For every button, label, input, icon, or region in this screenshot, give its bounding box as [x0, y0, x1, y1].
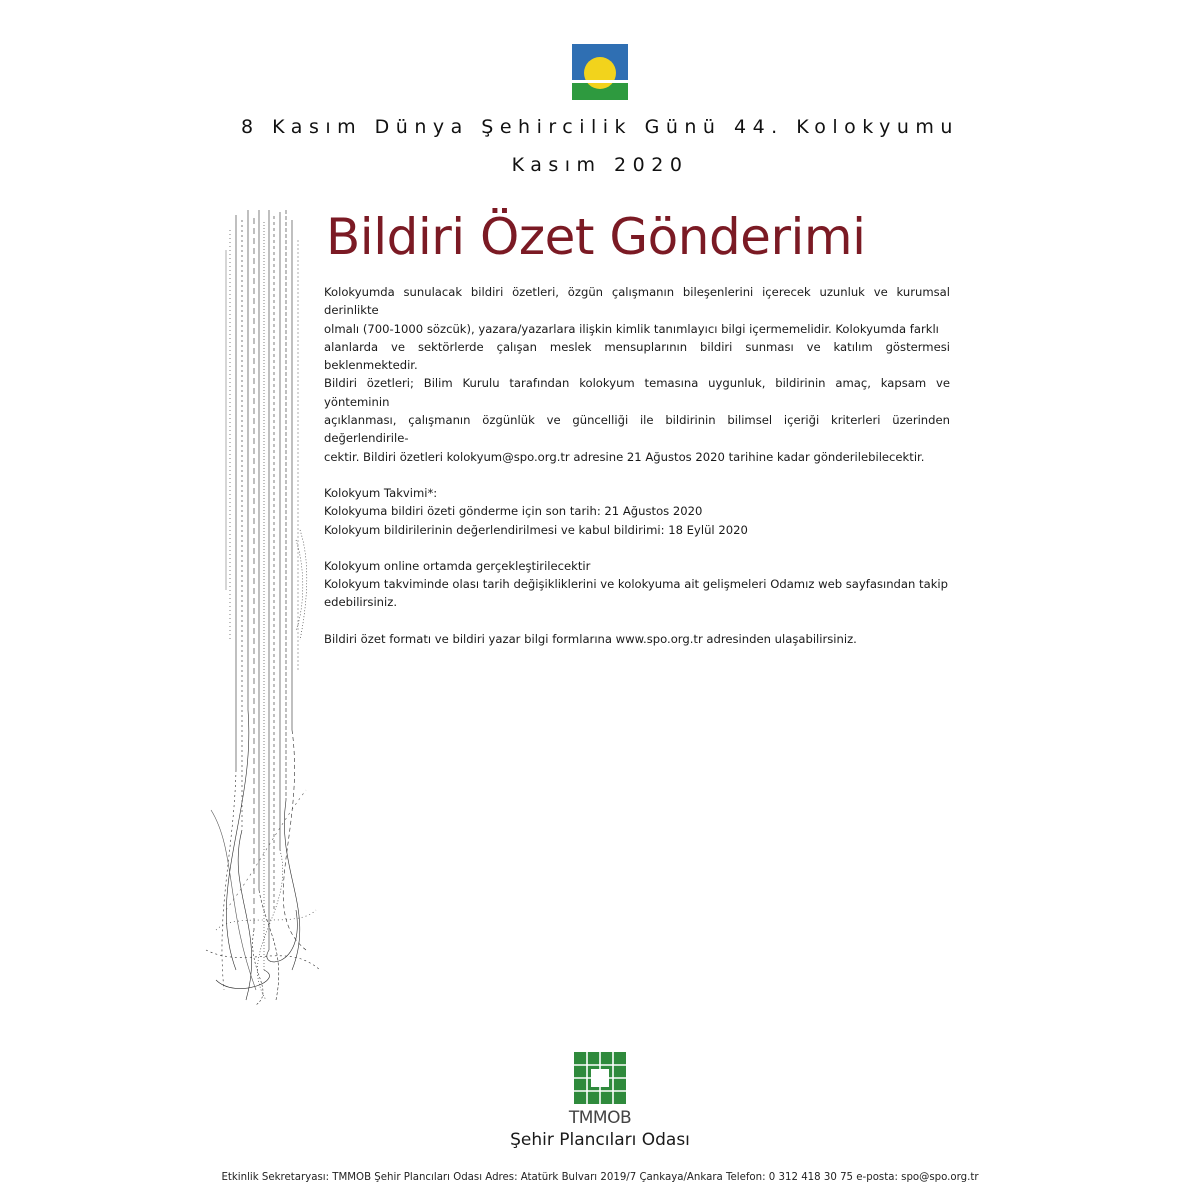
intro-line: Kolokyumda sunulacak bildiri özetleri, özgün çalışmanın bileşenlerini içerecek uzunluk ve kurumsal derinlikte: [324, 285, 950, 318]
schedule-item: Kolokyum bildirilerinin değerlendirilmesi ve kabul bildirimi: 18 Eylül 2020: [324, 522, 748, 537]
intro-line: Bildiri özetleri; Bilim Kurulu tarafından kolokyum temasına uygunluk, bildirinin amaç, kapsam ve yönteminin: [324, 376, 950, 409]
schedule-heading: Kolokyum Takvimi*:: [324, 485, 438, 500]
intro-line: olmalı (700-1000 sözcük), yazara/yazarlara ilişkin kimlik tanımlayıcı bilgi içermemelidir. Kolokyumda farklı: [324, 321, 939, 336]
decorative-threads: [196, 210, 326, 1010]
page-title: Bildiri Özet Gönderimi: [326, 208, 866, 266]
tmmob-grid-logo-icon: [574, 1052, 626, 1104]
intro-line: alanlarda ve sektörlerde çalışan meslek mensuplarının bildiri sunması ve katılım göstermesi beklenmektedir.: [324, 339, 950, 373]
event-date: Kasım 2020: [511, 154, 689, 176]
update-note-line: Kolokyum takviminde olası tarih değişikliklerini ve kolokyuma ait gelişmeleri Odamız web sayfasından takip: [324, 577, 948, 592]
schedule-item: Kolokyuma bildiri özeti gönderme için son tarih: 21 Ağustos 2020: [324, 504, 703, 519]
update-note-line: edebilirsiniz.: [324, 595, 398, 610]
online-note: Kolokyum online ortamda gerçekleştirilecektir: [324, 558, 591, 573]
intro-line: cektir. Bildiri özetleri kolokyum@spo.org.tr adresine 21 Ağustos 2020 tarihine kadar gönderilebilecektir.: [324, 449, 925, 464]
forms-note: Bildiri özet formatı ve bildiri yazar bilgi formlarına www.spo.org.tr adresinden ulaşabilirsiniz.: [324, 631, 857, 646]
intro-paragraph: [324, 283, 950, 466]
event-title: 8 Kasım Dünya Şehircilik Günü 44. Kolokyumu: [241, 116, 959, 138]
intro-line: açıklanması, çalışmanın özgünlük ve güncelliği ile bildirinin bilimsel içeriği kriterleri üzerinden değerlendirile-: [324, 413, 950, 446]
org-full-name: Şehir Plancıları Odası: [510, 1130, 690, 1150]
org-short-name: TMMOB: [568, 1108, 632, 1128]
content-body: [324, 283, 950, 648]
footer-contact: Etkinlik Sekretaryası: TMMOB Şehir Plancıları Odası Adres: Atatürk Bulvarı 2019/7 Çankaya/Ankara Telefon: 0 312 418 30 75 e-posta: spo@spo.org.tr: [221, 1172, 979, 1183]
urban-sun-logo-icon: [572, 44, 628, 100]
